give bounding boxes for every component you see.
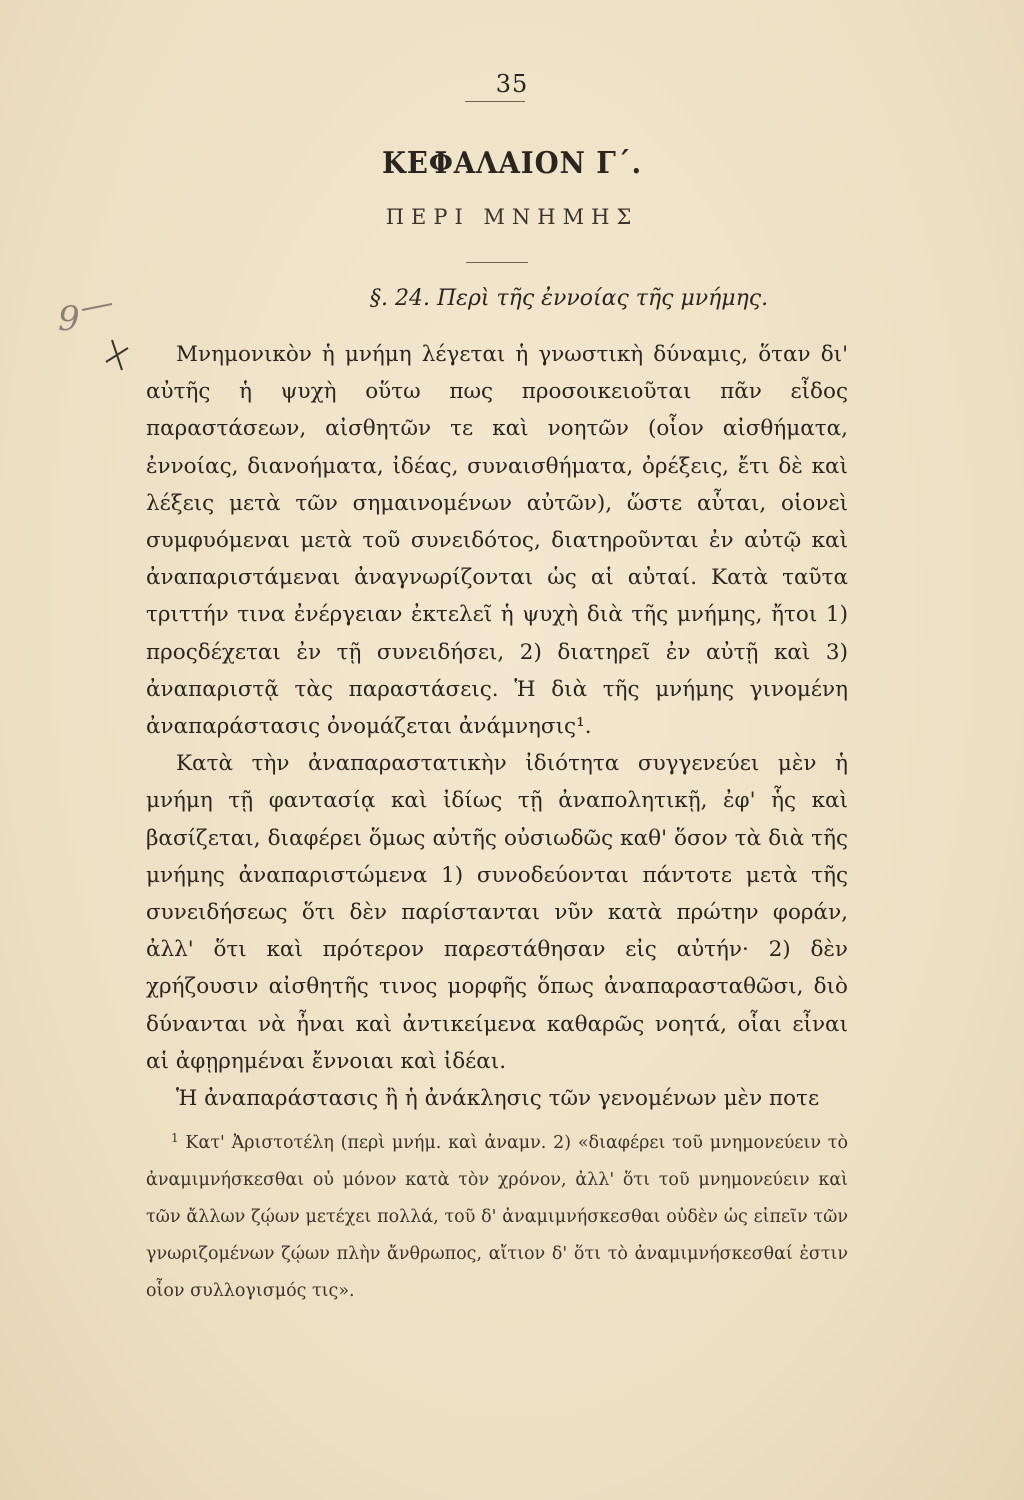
chapter-title: ΚΕΦΑΛΑΙΟΝ Γ΄. [381,146,643,181]
handwritten-margin-note [52,290,132,380]
divider-rule [466,262,528,263]
page-number-rule [465,101,525,102]
body-text [146,336,848,1117]
paragraph-3: Ἡ ἀναπαράστασις ἢ ἡ ἀνάκλησις τῶν γενομένων μὲν ποτε [176,1086,820,1112]
paragraph-1: Μνημονικὸν ἡ μνήμη λέγεται ἡ γνωστικὴ δύναμις, ὅταν δι' αὐτῆς ἡ ψυχὴ οὕτω πως προσοικειοῦται πᾶν εἶδος παραστάσεων, αἰσθητῶν τε καὶ νοητῶν (οἷον αἰσθήματα, ἐννοίας, διανοήματα, ἰδέας, συναισθήματα, ὀρέξεις, ἔτι δὲ καὶ λέξεις μετὰ τῶν σημαινομένων αὐτῶν), ὥστε αὗται, οἱονεὶ συμφυόμεναι μετὰ τοῦ συνειδότος, διατηροῦνται ἐν αὐτῷ καὶ ἀναπαριστάμεναι ἀναγνωρίζονται ὡς αἱ αὐταί. Κατὰ ταῦτα τριττήν τινα ἐνέργειαν ἐκτελεῖ ἡ ψυχὴ διὰ τῆς μνήμης, ἤτοι 1) προςδέχεται ἐν τῇ συνειδήσει, 2) διατηρεῖ ἐν αὐτῇ καὶ 3) ἀναπαριστᾷ τὰς παραστάσεις. Ἡ διὰ τῆς μνήμης γινομένη ἀναπαράστασις ὀνομάζεται ἀνάμνησις¹. [146,342,848,740]
page-number: 35 [495,70,529,98]
footnote [146,1120,848,1310]
margin-note-text: 9 [58,299,80,339]
footnote-text: Κατ' Ἀριστοτέλη (περὶ μνήμ. καὶ ἀναμν. 2) «διαφέρει τοῦ μνημονεύειν τὸ ἀναμιμνήσκεσθαι οὐ μόνον κατὰ τὸν χρόνον, ἀλλ' ὅτι τοῦ μνημονεύειν καὶ τῶν ἄλλων ζῴων μετέχει πολλά, τοῦ δ' ἀναμιμνήσκεσθαι οὐδὲν ὡς εἰπεῖν τῶν γνωριζομένων ζῴων πλὴν ἄνθρωπος, αἴτιον δ' ὅτι τὸ ἀναμιμνήσκεσθαί ἐστιν οἷον συλλογισμός τις». [146,1133,848,1301]
footnote-marker: 1 [171,1131,179,1145]
chapter-subtitle: ΠΕΡΙ ΜΝΗΜΗΣ [385,205,639,229]
section-heading: §. 24. Περὶ τῆς ἐννοίας τῆς μνήμης. [370,286,769,311]
paragraph-2: Κατὰ τὴν ἀναπαραστατικὴν ἰδιότητα συγγενεύει μὲν ἡ μνήμη τῇ φαντασίᾳ καὶ ἰδίως τῇ ἀναπολητικῇ, ἐφ' ἧς καὶ βασίζεται, διαφέρει ὅμως αὐτῆς οὐσιωδῶς καθ' ὅσον τὰ διὰ τῆς μνήμης ἀναπαριστώμενα 1) συνοδεύονται πάντοτε μετὰ τῆς συνειδήσεως ὅτι δὲν παρίστανται νῦν κατὰ πρώτην φοράν, ἀλλ' ὅτι καὶ πρότερον παρεστάθησαν εἰς αὐτήν· 2) δὲν χρήζουσιν αἰσθητῆς τινος μορφῆς ὅπως ἀναπαρασταθῶσι, διὸ δύνανται νὰ ἦναι καὶ ἀντικείμενα καθαρῶς νοητά, οἷαι εἶναι αἱ ἀφῃρημέναι ἔννοιαι καὶ ἰδέαι. [146,751,848,1074]
